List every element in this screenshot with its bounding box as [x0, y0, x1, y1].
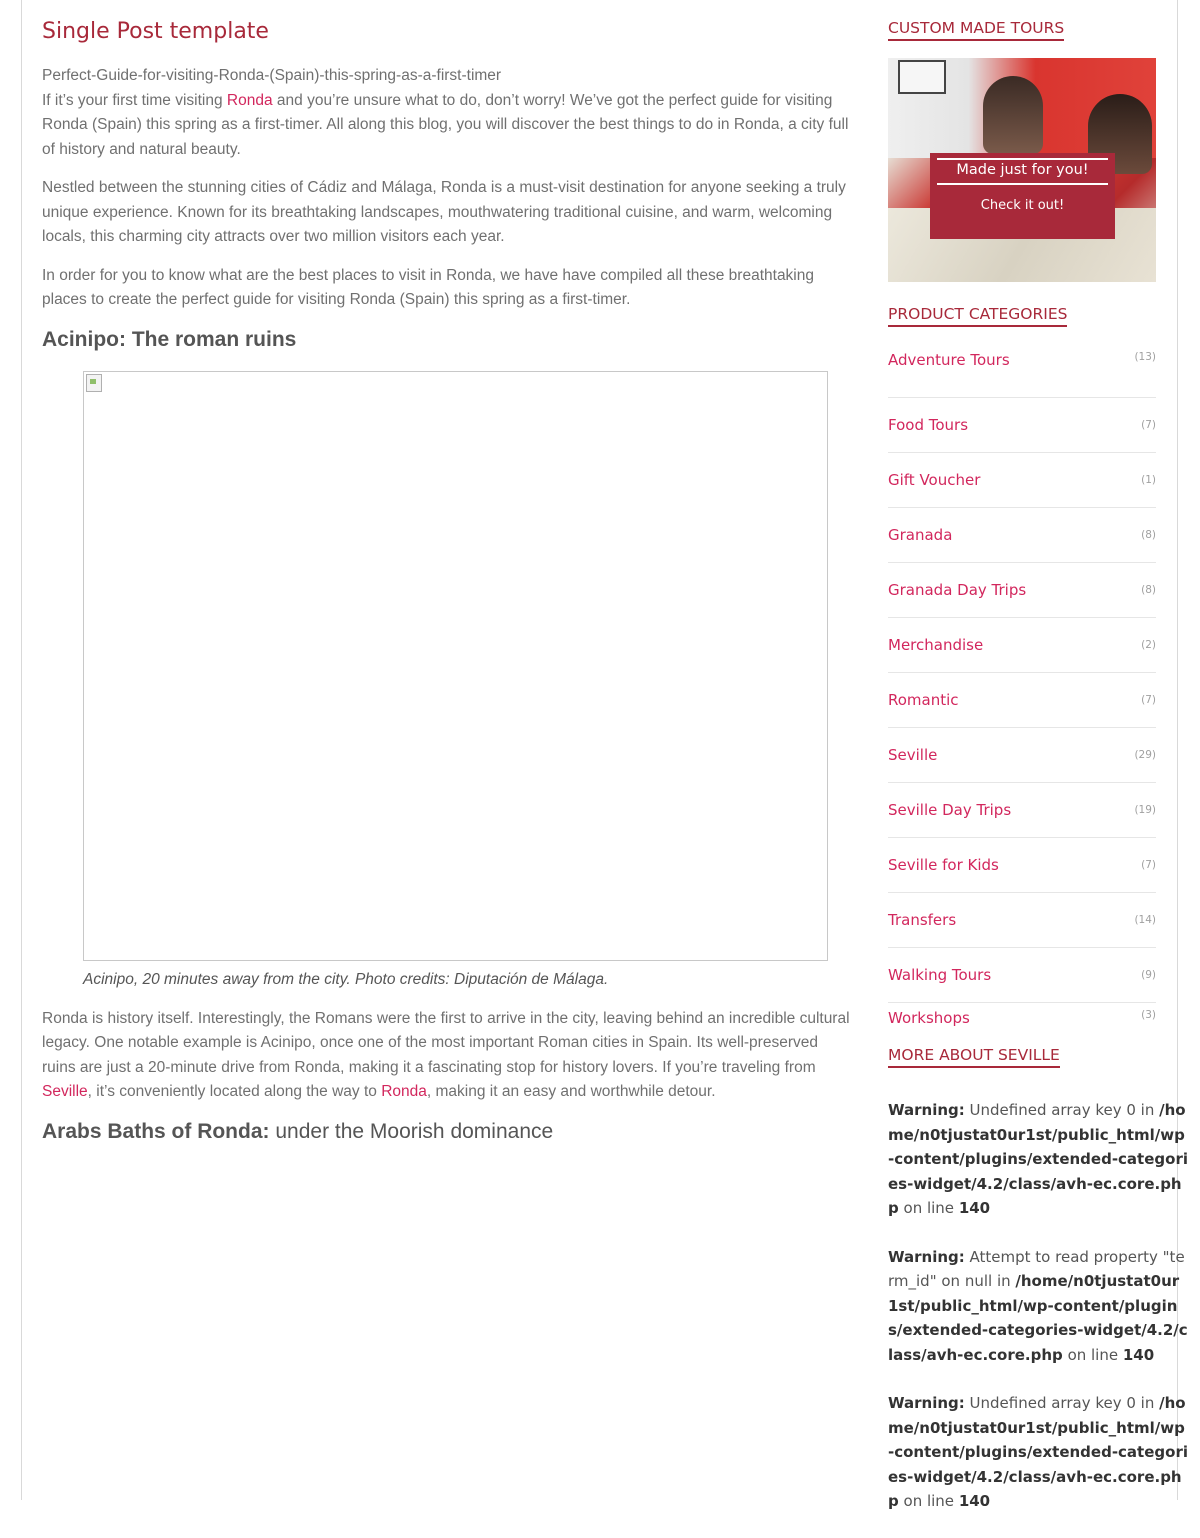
category-count: (7): [1141, 859, 1156, 871]
image-caption: Acinipo, 20 minutes away from the city. Photo credits: Diputación de Málaga.: [83, 970, 609, 988]
category-link[interactable]: Granada: [888, 526, 953, 544]
category-count: (7): [1141, 419, 1156, 431]
promo-overlay[interactable]: [930, 153, 1115, 239]
list-item: [888, 341, 1156, 398]
ronda-link[interactable]: Ronda: [226, 91, 273, 109]
warning-line-number: 140: [958, 1492, 991, 1510]
list-item: [888, 453, 1156, 508]
p4-text-a: Ronda is history itself. Interestingly, the Romans were the first to arrive in the city, leaving behind an incredible cultural legacy. One notable example is Acinipo, once one of the most important Roman cities in Spain. Its well-preserved ruins are just a 20-minute drive from Ronda, making it a fascinating stop for history lovers. If you’re traveling from: [42, 1009, 850, 1076]
warning-path: /home/n0tjustat0ur1st/public_html/wp-content/plugins/extended-categories-widget/4.2/class/avh-ec.core.php: [888, 1101, 1188, 1217]
post-content: [42, 18, 852, 1163]
category-count: (8): [1141, 529, 1156, 541]
category-count: (13): [1134, 351, 1156, 363]
intro-paragraph: [42, 64, 852, 162]
warning-on-line: on line: [898, 1199, 959, 1217]
p4-text-b: , it’s conveniently located along the way to: [87, 1083, 382, 1100]
category-link[interactable]: Romantic: [888, 691, 959, 709]
paragraph-3: In order for you to know what are the best places to visit in Ronda, we have have compiled all these breathtaking places to create the perfect guide for visiting Ronda (Spain) this spring as a first-timer.: [42, 266, 814, 308]
category-link[interactable]: Granada Day Trips: [888, 581, 1027, 599]
category-link[interactable]: Gift Voucher: [888, 471, 981, 489]
category-link[interactable]: Adventure Tours: [888, 351, 1010, 369]
warning-on-line: on line: [898, 1492, 959, 1510]
warning-line-number: 140: [1122, 1345, 1155, 1364]
category-link[interactable]: Merchandise: [888, 636, 984, 654]
category-count: (7): [1141, 694, 1156, 706]
warning-on-line: on line: [1062, 1345, 1123, 1364]
custom-tours-promo[interactable]: [888, 58, 1156, 282]
heading-arab-baths-bold: Arabs Baths of Ronda:: [42, 1119, 270, 1143]
list-item: [888, 508, 1156, 563]
category-link[interactable]: Seville for Kids: [888, 856, 999, 874]
heading-acinipo: Acinipo: The roman ruins: [42, 327, 297, 351]
list-item: [888, 838, 1156, 893]
list-item: [888, 673, 1156, 728]
promo-photo-frame: [898, 60, 946, 94]
promo-heading: Made just for you!: [956, 162, 1089, 178]
category-count: (8): [1141, 584, 1156, 596]
list-item: [888, 618, 1156, 673]
page-frame-left: [21, 0, 22, 1500]
category-count: (9): [1141, 969, 1156, 981]
category-link[interactable]: Food Tours: [888, 416, 969, 434]
seville-link[interactable]: Seville: [42, 1083, 88, 1100]
page-title: Single Post template: [42, 19, 269, 44]
p4-text-c: , making it an easy and worthwhile detour.: [426, 1083, 716, 1100]
paragraph-4: [42, 1007, 852, 1105]
paragraph-2: Nestled between the stunning cities of Cádiz and Málaga, Ronda is a must-visit destination for anyone seeking a truly unique experience. Known for its breathtaking landscapes, mouthwatering traditional cuisine, and warm, welcoming locals, this charming city attracts over two million visitors each year.: [42, 179, 846, 245]
category-count: (14): [1134, 914, 1156, 926]
php-warning: [888, 1098, 1188, 1221]
category-link[interactable]: Seville Day Trips: [888, 801, 1012, 819]
sidebar: [888, 18, 1198, 1538]
broken-image-icon: [86, 374, 102, 392]
category-link[interactable]: Transfers: [888, 911, 957, 929]
promo-divider: [937, 183, 1108, 185]
acinipo-image: [83, 371, 828, 961]
warning-message: Undefined array key 0 in: [964, 1101, 1160, 1119]
php-warning: [888, 1391, 1188, 1514]
warning-label: Warning:: [888, 1394, 965, 1412]
category-link[interactable]: Seville: [888, 746, 938, 764]
category-count: (29): [1134, 749, 1156, 761]
list-item: [888, 398, 1156, 453]
promo-photo-person: [983, 76, 1043, 154]
product-categories-title: PRODUCT CATEGORIES: [888, 304, 1067, 327]
warning-line-number: 140: [958, 1199, 991, 1217]
category-count: (2): [1141, 639, 1156, 651]
list-item: [888, 783, 1156, 838]
check-it-out-button[interactable]: Check it out!: [980, 198, 1065, 213]
warning-message: Attempt to read property "term_id" on null in: [888, 1247, 1185, 1290]
intro-text-b: and you’re unsure what to do, don’t worry! We’ve got the perfect guide for visiting Ronda (Spain) this spring as a first-timer. All along this blog, you will discover the best things to do in Ronda, a city full of history and natural beauty.: [42, 91, 849, 158]
category-list: [888, 341, 1156, 1045]
list-item: [888, 728, 1156, 783]
category-count: (3): [1141, 1009, 1156, 1021]
post-slug: Perfect-Guide-for-visiting-Ronda-(Spain)-this-spring-as-a-first-timer: [42, 67, 502, 84]
list-item: [888, 563, 1156, 618]
category-count: (19): [1134, 804, 1156, 816]
heading-arab-baths: [42, 1119, 852, 1145]
list-item: [888, 1003, 1156, 1045]
list-item: [888, 948, 1156, 1003]
php-warning: [888, 1245, 1188, 1368]
php-warnings: [888, 1098, 1188, 1514]
warning-path: /home/n0tjustat0ur1st/public_html/wp-content/plugins/extended-categories-widget/4.2/class/avh-ec.core.php: [888, 1272, 1188, 1364]
intro-text-a: If it’s your first time visiting: [42, 91, 227, 109]
warning-message: Undefined array key 0 in: [964, 1394, 1160, 1412]
custom-tours-title: CUSTOM MADE TOURS: [888, 18, 1064, 41]
category-link[interactable]: Walking Tours: [888, 966, 992, 984]
category-count: (1): [1141, 474, 1156, 486]
more-about-seville-title: MORE ABOUT SEVILLE: [888, 1045, 1060, 1068]
ronda-link-2[interactable]: Ronda: [381, 1083, 427, 1100]
warning-label: Warning:: [888, 1101, 965, 1119]
warning-label: Warning:: [888, 1247, 965, 1266]
category-link[interactable]: Workshops: [888, 1009, 970, 1027]
promo-divider: [937, 158, 1108, 160]
heading-arab-baths-rest: under the Moorish dominance: [269, 1119, 554, 1143]
list-item: [888, 893, 1156, 948]
warning-path: /home/n0tjustat0ur1st/public_html/wp-content/plugins/extended-categories-widget/4.2/class/avh-ec.core.php: [888, 1394, 1188, 1510]
